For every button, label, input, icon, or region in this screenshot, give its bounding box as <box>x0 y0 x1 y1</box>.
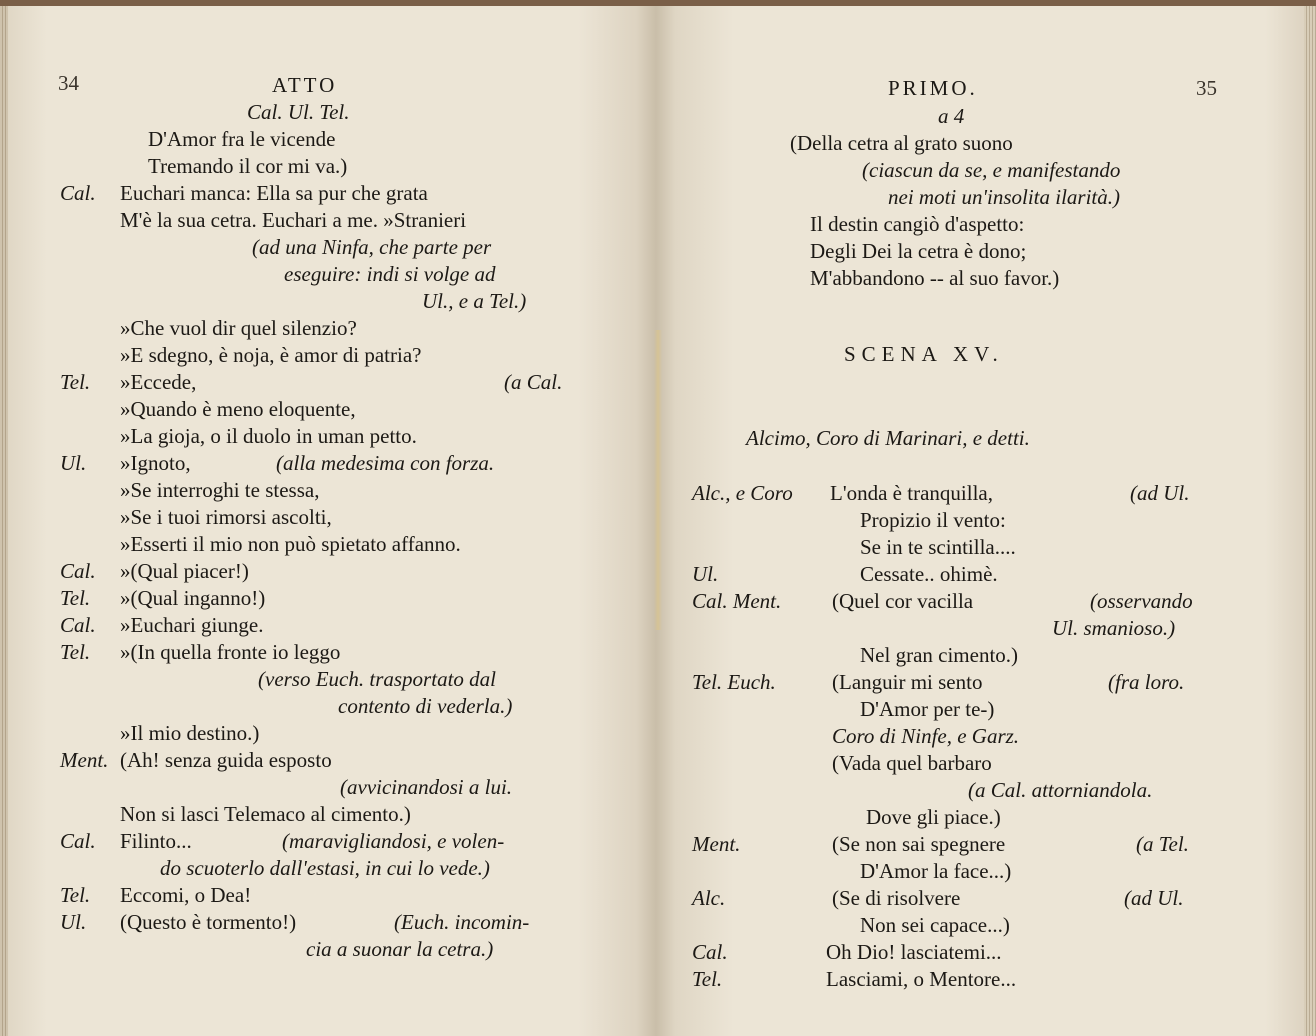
text-line: M'è la sua cetra. Euchari a me. »Stranieri <box>120 208 467 232</box>
stage-direction: (a Tel. <box>1136 832 1189 856</box>
text-line: »Se interroghi te stessa, <box>120 478 320 502</box>
scene-heading: SCENA XV. <box>844 342 1004 366</box>
text-line: Lasciami, o Mentore... <box>826 967 1017 991</box>
stage-direction: (ad Ul. <box>1130 481 1190 505</box>
stage-direction: (ad una Ninfa, che parte per <box>252 235 492 259</box>
text-line: »Il mio destino.) <box>120 721 260 745</box>
right-page-number: 35 <box>1196 76 1217 100</box>
text-line: Cal. Ul. Tel. <box>247 100 350 124</box>
speaker-label: Tel. <box>692 967 723 991</box>
speaker-label: Cal. <box>60 181 96 205</box>
stage-direction: cia a suonar la cetra.) <box>306 937 494 961</box>
text-line: »Quando è meno eloquente, <box>120 397 356 421</box>
text-line: D'Amor la face...) <box>860 859 1012 883</box>
stage-direction: (Euch. incomin- <box>394 910 530 934</box>
stage-direction: contento di vederla.) <box>338 694 513 718</box>
text-line: (Languir mi sento <box>832 670 983 694</box>
stage-direction: (ciascun da se, e manifestando <box>862 158 1121 182</box>
speaker-label: Ul. <box>60 451 87 475</box>
text-line: Cessate.. ohimè. <box>860 562 998 586</box>
text-line: Euchari manca: Ella sa pur che grata <box>120 181 428 205</box>
text-line: »Euchari giunge. <box>120 613 264 637</box>
stage-direction: (fra loro. <box>1108 670 1185 694</box>
text-line: (Della cetra al grato suono <box>790 131 1013 155</box>
text-line: (Se di risolvere <box>832 886 961 910</box>
stage-direction: do scuoterlo dall'estasi, in cui lo vede.) <box>160 856 490 880</box>
speaker-label: Tel. <box>60 370 91 394</box>
text-line: Tremando il cor mi va.) <box>148 154 348 178</box>
left-page-number: 34 <box>58 71 79 95</box>
text-line: Non sei capace...) <box>860 913 1010 937</box>
text-line: Non si lasci Telemaco al cimento.) <box>120 802 411 826</box>
text-line: (Vada quel barbaro <box>832 751 992 775</box>
stage-direction: (verso Euch. trasportato dal <box>258 667 496 691</box>
speaker-label: Tel. <box>60 586 91 610</box>
text-line: (Ah! senza guida esposto <box>120 748 332 772</box>
speaker-label: Ul. <box>60 910 87 934</box>
stage-direction: (alla medesima con forza. <box>276 451 495 475</box>
text-line: Oh Dio! lasciatemi... <box>826 940 1002 964</box>
right-page-header: PRIMO. <box>888 76 978 100</box>
text-line: D'Amor per te-) <box>860 697 995 721</box>
stage-direction: (osservando <box>1090 589 1193 613</box>
text-line: »E sdegno, è noja, è amor di patria? <box>120 343 422 367</box>
text-line: Nel gran cimento.) <box>860 643 1019 667</box>
speaker-label: Ul. <box>692 562 719 586</box>
text-line: »Ignoto, <box>120 451 191 475</box>
text-line: Dove gli piace.) <box>866 805 1001 829</box>
stage-direction: (maravigliandosi, e volen- <box>282 829 505 853</box>
stage-direction: eseguire: indi si volge ad <box>284 262 496 286</box>
stage-direction: (ad Ul. <box>1124 886 1184 910</box>
text-line: Filinto... <box>120 829 192 853</box>
text-line: »Eccede, <box>120 370 197 394</box>
stage-direction: Ul. smanioso.) <box>1052 616 1176 640</box>
stage-direction: nei moti un'insolita ilarità.) <box>888 185 1120 209</box>
text-line: »(Qual inganno!) <box>120 586 266 610</box>
text-line: (Questo è tormento!) <box>120 910 297 934</box>
speaker-label: Alc. <box>692 886 726 910</box>
text-line: L'onda è tranquilla, <box>830 481 993 505</box>
text-line: M'abbandono -- al suo favor.) <box>810 266 1060 290</box>
text-line: »Che vuol dir quel silenzio? <box>120 316 357 340</box>
text-line: »Esserti il mio non può spietato affanno. <box>120 532 461 556</box>
speaker-label: Cal. <box>692 940 728 964</box>
speaker-label: Tel. Euch. <box>692 670 776 694</box>
text-line: Propizio il vento: <box>860 508 1006 532</box>
text-line: »(Qual piacer!) <box>120 559 249 583</box>
stage-direction: (a Cal. attorniandola. <box>968 778 1153 802</box>
text-line: »La gioja, o il duolo in uman petto. <box>120 424 417 448</box>
text-line: (Quel cor vacilla <box>832 589 974 613</box>
speaker-label: Cal. <box>60 559 96 583</box>
left-page-header: ATTO <box>272 73 338 97</box>
text-line: »(In quella fronte io leggo <box>120 640 341 664</box>
speaker-label: Alc., e Coro <box>692 481 793 505</box>
text-line: (Se non sai spegnere <box>832 832 1006 856</box>
speaker-label: Tel. <box>60 640 91 664</box>
stage-direction: Coro di Ninfe, e Garz. <box>832 724 1020 748</box>
left-page-edge <box>0 6 8 1036</box>
text-line: Degli Dei la cetra è dono; <box>810 239 1027 263</box>
speaker-label: Tel. <box>60 883 91 907</box>
scene-characters: Alcimo, Coro di Marinari, e detti. <box>746 426 1030 450</box>
text-line: »Se i tuoi rimorsi ascolti, <box>120 505 332 529</box>
gutter-stain <box>654 330 662 630</box>
speaker-label: Cal. Ment. <box>692 589 782 613</box>
speaker-label: Cal. <box>60 613 96 637</box>
text-line: a 4 <box>938 104 965 128</box>
text-line: D'Amor fra le vicende <box>148 127 336 151</box>
stage-direction: Ul., e a Tel.) <box>422 289 527 313</box>
text-line: Il destin cangiò d'aspetto: <box>810 212 1025 236</box>
speaker-label: Ment. <box>692 832 741 856</box>
right-page-edge <box>1304 6 1316 1036</box>
stage-direction: (avvicinandosi a lui. <box>340 775 513 799</box>
speaker-label: Ment. <box>60 748 109 772</box>
stage-direction: (a Cal. <box>504 370 563 394</box>
text-line: Eccomi, o Dea! <box>120 883 252 907</box>
text-line: Se in te scintilla.... <box>860 535 1016 559</box>
speaker-label: Cal. <box>60 829 96 853</box>
